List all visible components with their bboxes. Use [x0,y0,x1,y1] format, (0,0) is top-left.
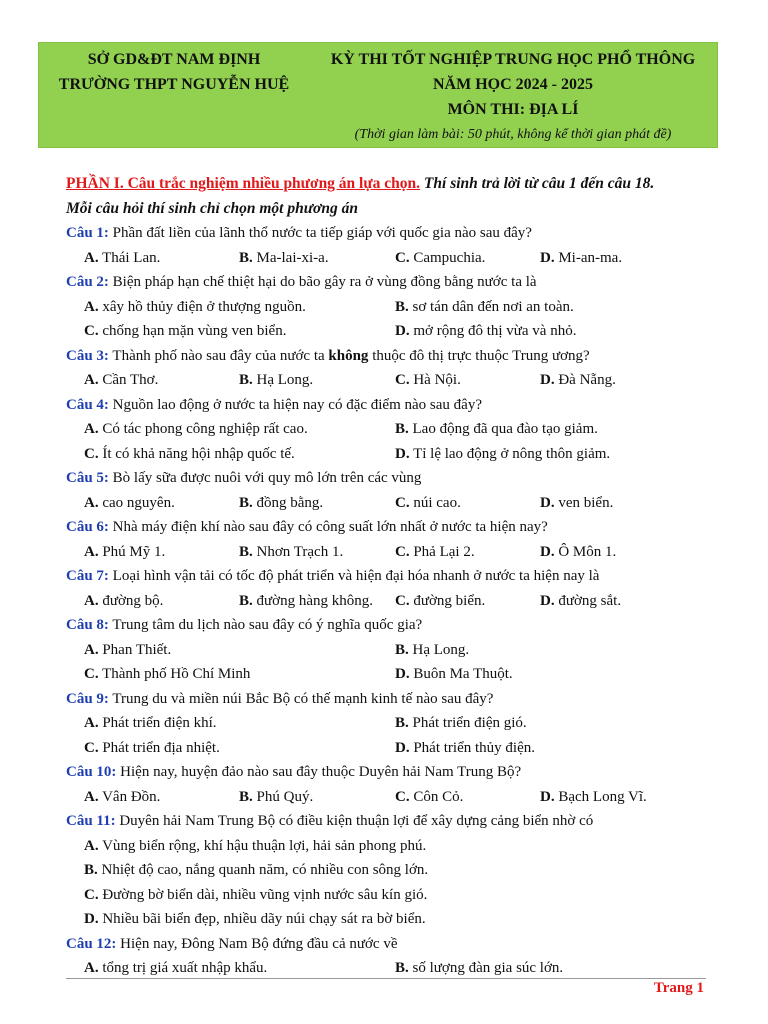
option-a[interactable]: A. Vân Đồn. [84,788,161,805]
question-number: Câu 9: [66,690,109,707]
option-a[interactable]: A. Phan Thiết. [84,641,172,658]
option-c[interactable]: C. Côn Cỏ. [395,788,464,805]
option-row [66,319,716,344]
option-row [66,907,716,932]
question-number: Câu 3: [66,347,109,364]
question-text: Nhà máy điện khí nào sau đây có công suất lớn nhất ở nước ta hiện nay? [108,519,548,535]
question-stem [66,687,716,712]
option-c[interactable]: C. núi cao. [395,494,461,511]
question-number: Câu 6: [66,519,109,535]
option-row [66,442,716,467]
question-stem [66,809,716,834]
question-number: Câu 11: [66,813,116,829]
option-row [66,417,716,442]
question-number: Câu 1: [66,225,109,241]
question-stem: Câu 3: Thành phố nào sau đây của nước ta không thuộc đô thị trực thuộc Trung ương? [66,347,590,364]
exam-header [38,42,718,148]
option-b[interactable]: B. Lao động đã qua đào tạo giảm. [395,421,598,437]
question-text: Nguồn lao động ở nước ta hiện nay có đặc điểm nào sau đây? [108,396,482,413]
question-text: Loại hình vận tải có tốc độ phát triển và hiện đại hóa nhanh ở nước ta hiện nay là [108,568,600,584]
part-heading [66,172,716,197]
question-text: Biện pháp hạn chế thiệt hại do bão gây ra ở vùng đồng bằng nước ta là [108,274,537,290]
question-stem [66,564,716,589]
question-stem [66,221,716,246]
part-instruction-line [66,197,716,222]
option-d[interactable]: D. ven biển. [540,494,614,511]
option-d[interactable]: D. Ô Môn 1. [540,543,617,560]
option-b[interactable]: B. Hạ Long. [239,372,314,388]
option-d[interactable]: D. Bạch Long Vĩ. [540,788,647,805]
question-number: Câu 7: [66,568,109,584]
option-d[interactable]: D. Tỉ lệ lao động ở nông thôn giảm. [395,445,611,462]
option-a[interactable]: A. Vùng biển rộng, khí hậu thuận lợi, hải sản phong phú. [84,837,427,854]
question-text: Duyên hải Nam Trung Bộ có điều kiện thuận lợi để xây dựng cảng biển nhờ có [115,813,594,829]
option-a[interactable]: A. Phát triển điện khí. [84,715,217,731]
exam-info [309,43,717,147]
time-note: (Thời gian làm bài: 50 phút, không kể thời gian phát đề) [354,127,672,142]
footer-divider [66,978,706,979]
question-stem [66,515,716,540]
page-number: Trang 1 [653,980,704,996]
option-c[interactable]: C. đường biển. [395,592,486,609]
exam-content [66,172,716,981]
option-d[interactable]: D. Nhiều bãi biển đẹp, nhiều dãy núi chạy sát ra bờ biển. [84,911,426,927]
option-b[interactable]: B. Nhơn Trạch 1. [239,543,344,560]
option-row [66,589,716,614]
option-b[interactable]: B. Nhiệt độ cao, nắng quanh năm, có nhiều con sông lớn. [84,862,429,878]
question-number: Câu 5: [66,470,109,486]
question-stem [66,393,716,418]
exam-title: KỲ THI TỐT NGHIỆP TRUNG HỌC PHỔ THÔNG [330,51,696,68]
option-row [66,540,716,565]
question-stem [66,466,716,491]
option-a[interactable]: A. tổng trị giá xuất nhập khẩu. [84,960,268,976]
option-c[interactable]: C. Phả Lại 2. [395,543,475,560]
option-row [66,834,716,859]
option-b[interactable]: B. đường hàng không. [239,592,373,609]
question-stem [66,613,716,638]
option-a[interactable]: A. Thái Lan. [84,249,161,266]
option-row [66,858,716,883]
question-text: Trung tâm du lịch nào sau đây có ý nghĩa quốc gia? [108,617,423,633]
option-d[interactable]: D. Mi-an-ma. [540,249,623,266]
option-d[interactable]: D. Buôn Ma Thuột. [395,666,513,682]
option-a[interactable]: A. Phú Mỹ 1. [84,543,166,560]
option-row [66,785,716,810]
question-text: Trung du và miền núi Bắc Bộ có thế mạnh kinh tế nào sau đây? [108,690,494,707]
option-row [66,956,716,981]
question-text: Bò lấy sữa được nuôi với quy mô lớn trên các vùng [108,470,422,486]
part-title: PHẦN I. Câu trắc nghiệm nhiều phương án lựa chọn. [66,175,421,192]
option-row [66,711,716,736]
question-number: Câu 2: [66,274,109,290]
school-name: TRƯỜNG THPT NGUYỄN HUỆ [58,76,290,93]
question-text: Hiện nay, huyện đảo nào sau đây thuộc Duyên hải Nam Trung Bộ? [116,764,522,780]
option-b[interactable]: B. Hạ Long. [395,641,470,658]
emphasis-word: không [328,347,369,364]
option-b[interactable]: B. Phát triển điện gió. [395,715,527,731]
part-instruction-2: Mỗi câu hỏi thí sinh chỉ chọn một phương án [66,199,358,217]
option-d[interactable]: D. đường sắt. [540,592,622,609]
option-c[interactable]: C. Ít có khả năng hội nhập quốc tế. [84,445,295,462]
option-row [66,662,716,687]
question-stem [66,270,716,295]
option-b[interactable]: B. Phú Quý. [239,788,314,805]
option-b[interactable]: B. đồng bằng. [239,494,324,511]
option-row [66,736,716,761]
subject: MÔN THI: ĐỊA LÍ [447,101,579,118]
option-a[interactable]: A. đường bộ. [84,592,164,609]
option-row [66,491,716,516]
option-d[interactable]: D. Đà Nẵng. [540,372,616,388]
option-row [66,368,716,393]
option-d[interactable]: D. mở rộng đô thị vừa và nhỏ. [395,323,577,339]
option-d[interactable]: D. Phát triển thủy điện. [395,739,535,756]
school-info [39,43,309,147]
option-row [66,246,716,271]
option-row [66,638,716,663]
option-row [66,295,716,320]
option-b[interactable]: B. sơ tán dân đến nơi an toàn. [395,298,574,315]
option-a[interactable]: A. Có tác phong công nghiệp rất cao. [84,421,308,437]
option-row [66,883,716,908]
question-number: Câu 8: [66,617,109,633]
option-a[interactable]: A. cao nguyên. [84,494,175,511]
option-a[interactable]: A. Cần Thơ. [84,372,159,388]
school-year: NĂM HỌC 2024 - 2025 [433,76,593,93]
option-c[interactable]: C. Campuchia. [395,249,486,266]
part-instruction: Thí sinh trả lời từ câu 1 đến câu 18. [420,175,655,192]
option-c[interactable]: C. Hà Nội. [395,372,461,388]
department-name: SỞ GD&ĐT NAM ĐỊNH [87,51,261,68]
option-c[interactable]: C. Phát triển địa nhiệt. [84,739,220,756]
option-b[interactable]: B. Ma-lai-xi-a. [239,249,329,266]
question-text: Hiện nay, Đông Nam Bộ đứng đầu cả nước về [116,935,398,952]
question-stem [66,760,716,785]
question-number: Câu 4: [66,396,109,413]
question-number: Câu 12: [66,935,117,952]
question-stem [66,932,716,957]
option-a[interactable]: A. xây hồ thủy điện ở thượng nguồn. [84,298,306,315]
option-c[interactable]: C. Thành phố Hồ Chí Minh [84,666,251,682]
option-b[interactable]: B. số lượng đàn gia súc lớn. [395,960,564,976]
option-c[interactable]: C. chống hạn mặn vùng ven biển. [84,323,287,339]
option-c[interactable]: C. Đường bờ biển dài, nhiều vũng vịnh nước sâu kín gió. [84,886,428,903]
question-number: Câu 10: [66,764,117,780]
question-text: Phần đất liền của lãnh thổ nước ta tiếp giáp với quốc gia nào sau đây? [108,225,532,241]
